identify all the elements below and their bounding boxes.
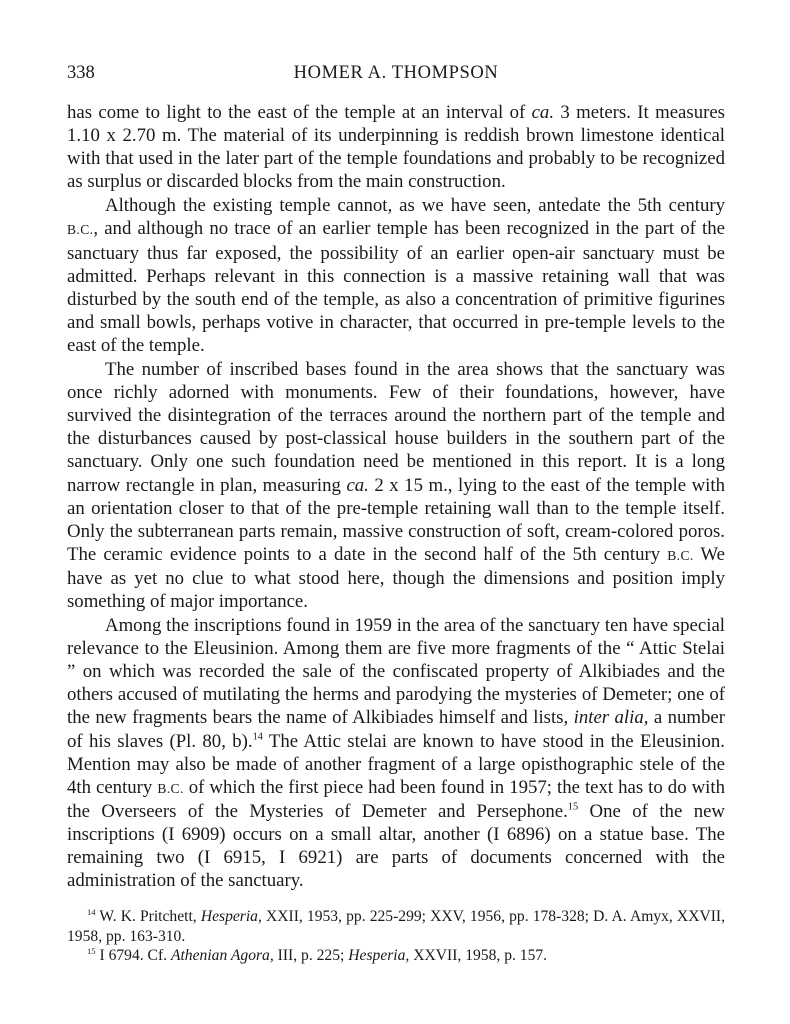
footnote-15 bbox=[67, 946, 725, 966]
text-run: has come to light to the east of the temple at an interval of bbox=[67, 102, 532, 123]
paragraph-3 bbox=[67, 358, 725, 613]
text-run: We have as yet no clue to what stood here, though the dimensions and position imply something of major importance. bbox=[67, 543, 725, 612]
italic-run: ca. bbox=[346, 474, 369, 496]
page-number: 338 bbox=[67, 63, 95, 83]
text-run: a number of his slaves (Pl. 80, b). bbox=[67, 707, 725, 752]
italic-run: Hesperia, bbox=[348, 947, 410, 964]
small-caps-run: B.C. bbox=[667, 547, 694, 563]
body-text bbox=[67, 101, 725, 892]
text-run: W. K. Pritchett, bbox=[95, 908, 201, 925]
footnotes bbox=[67, 907, 725, 966]
text-run: 2 x 15 m., lying to the east of the temple with an orientation closer to that of the pre-temple retaining wall than to the temple itself. Only the subterranean parts remain, massive construction of soft, cream-colored poros. The ceramic evidence points to a date in the second half of the 5th century bbox=[67, 474, 725, 565]
paragraph-1 bbox=[67, 101, 725, 193]
running-head: HOMER A. THOMPSON bbox=[293, 63, 499, 83]
text-run: 3 meters. It measures 1.10 x 2.70 m. The material of its underpinning is reddish brown limestone identical with that used in the later part of the temple foundations and probably to be recognized as surplus or discarded blocks from the main construction. bbox=[67, 102, 725, 193]
small-caps-run: B.C. bbox=[67, 222, 94, 238]
paragraph-2 bbox=[67, 194, 725, 357]
text-run: The Attic stelai are known to have stood in the Eleusinion. Mention may also be made of another fragment of a large opisthographic stele of the 4th century bbox=[67, 730, 725, 798]
footnote-number: 15 bbox=[87, 945, 96, 956]
italic-run: Hesperia, bbox=[200, 908, 262, 925]
italic-run: inter alia, bbox=[573, 707, 649, 729]
text-run: I 6794. Cf. bbox=[95, 947, 171, 964]
footnote-number: 14 bbox=[87, 906, 96, 917]
text-run: XXVII, 1958, p. 157. bbox=[409, 947, 548, 964]
footnote-ref-14[interactable]: 14 bbox=[252, 731, 263, 743]
paragraph-4 bbox=[67, 614, 725, 892]
text-run: The number of inscribed bases found in the area shows that the sanctuary was once richly adorned with monuments. Few of their foundations, however, have survived the disintegration of the terraces around the northern part of the temple and the disturbances caused by post-classical house builders in the southern part of the sanctuary. Only one such foundation need be mentioned in this report. It is a long narrow rectangle in plan, measuring bbox=[67, 359, 725, 496]
text-run: of which the first piece had been found in 1957; the text has to do with the Overseers of the Mysteries of Demeter and Persephone. bbox=[67, 776, 725, 822]
text-run: Among the inscriptions found in 1959 in the area of the sanctuary ten have special relevance to the Eleusinion. Among them are five more fragments of the “ Attic Stelai ” on which was recorded the sale of the confiscated property of Alkibiades and the others accused of mutilating the herms and parodying the mysteries of Demeter; one of the new fragments bears the name of Alkibiades himself and lists, bbox=[67, 615, 725, 729]
italic-run: Athenian Agora, bbox=[170, 947, 274, 964]
page-header bbox=[67, 60, 725, 86]
text-run: , and although no trace of an earlier temple has been recognized in the part of the sanctuary thus far exposed, the possibility of an earlier open-air sanctuary must be admitted. Perhaps relevant in this connection is a massive retaining wall that was disturbed by the south end of the temple, as also a concentration of primitive figurines and small bowls, perhaps votive in character, that occurred in pre-temple levels to the east of the temple. bbox=[67, 218, 725, 356]
text-run: XXII, 1953, pp. 225-299; XXV, 1956, pp. 178-328; D. A. Amyx, XXVII, 1958, pp. 163-310. bbox=[67, 908, 725, 945]
text-run: Although the existing temple cannot, as we have seen, antedate the 5th century bbox=[105, 195, 725, 217]
footnote-ref-15[interactable]: 15 bbox=[567, 801, 579, 813]
text-run: One of the new inscriptions (I 6909) occurs on a small altar, another (I 6896) on a statue base. The remaining two (I 6915, I 6921) are parts of documents concerned with the administration of the sanctuary. bbox=[67, 800, 725, 892]
small-caps-run: B.C. bbox=[157, 780, 184, 796]
text-run: III, p. 225; bbox=[273, 947, 349, 964]
footnote-14 bbox=[67, 907, 725, 946]
italic-run: ca. bbox=[531, 102, 555, 123]
